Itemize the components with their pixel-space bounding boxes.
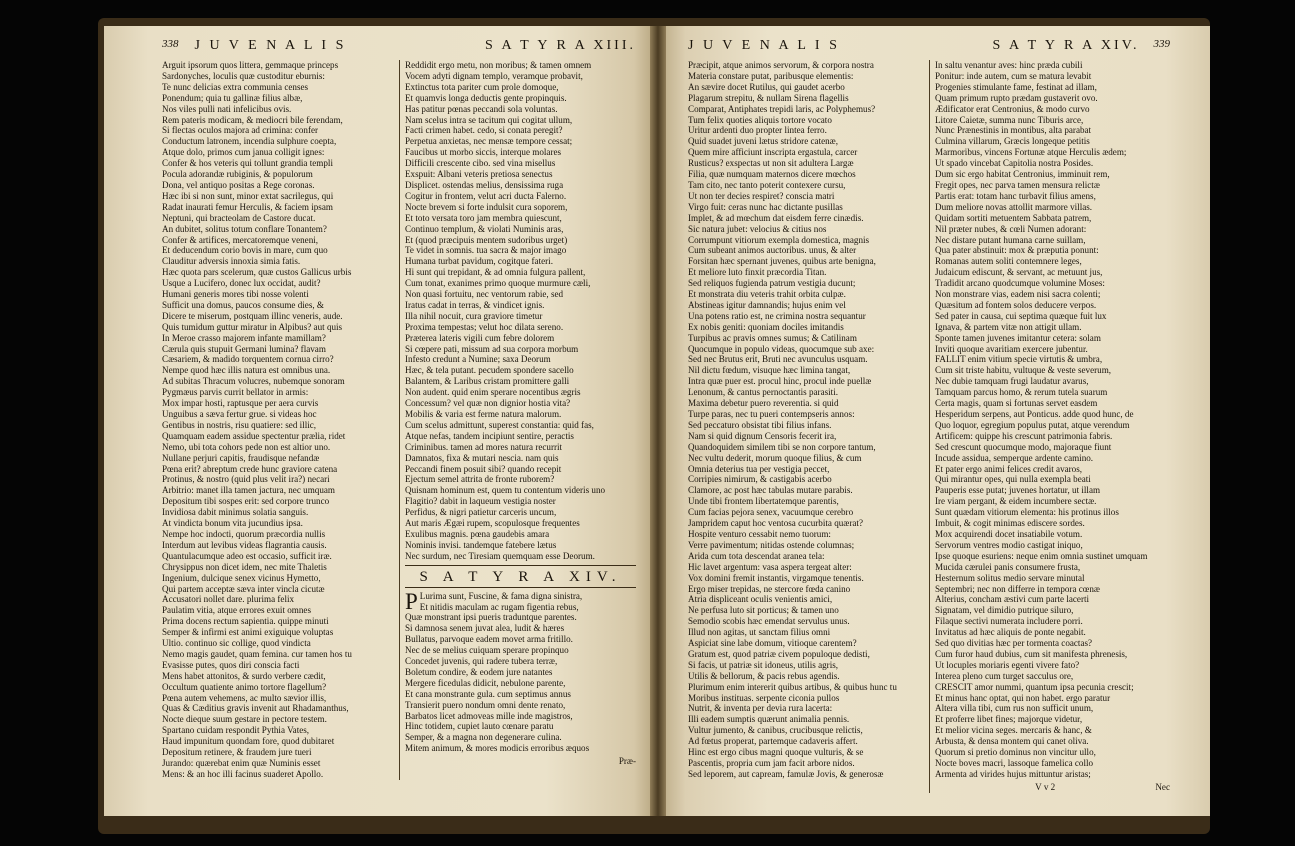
verse-line: Nullane perjuri capitis, fraudisque nefandæ	[162, 452, 320, 463]
verse-line: Unguibus a sæva fertur grue. si videas hoc	[162, 409, 317, 419]
verse-line: Reddidit ergo metu, non moribus; & tamen omnem	[405, 60, 592, 70]
verse-line: In Meroe crasso majorem infante mamillam?	[162, 332, 326, 343]
verse-line: Et deducendum corio bovis in mare, cum quo	[162, 245, 328, 256]
verse-line: Depositum retinere, & fraudem jure tueri	[162, 747, 312, 758]
verse-line: Ejectum semel attrita de fronte ruborem?	[405, 474, 555, 485]
verse-line: Arida cum tota descendat aranea tela:	[688, 550, 825, 561]
verse-line: Sed nec Brutus erit, Bruti nec avunculus usquam.	[688, 354, 868, 365]
verse-line: Omnia deterius tua per vestigia peccet,	[688, 463, 830, 474]
verse-line: Atria displiceant oculis venientis amici,	[688, 594, 833, 605]
verse-line: Clamore, ac post hæc tabulas mutare parabis.	[688, 485, 853, 496]
verse-line: Hesperidum serpens, aut Ponticus. adde quod hunc, de	[935, 409, 1134, 419]
verse-line: Hæc ibi si non sunt, minor extat sacrilegus, qui	[162, 190, 334, 201]
verse-line: Extinctus tota pariter cum prole domoque,	[405, 81, 559, 92]
verse-line: Interdum aut levibus videas flagrantia causis.	[162, 539, 327, 550]
verse-line: Ignava, & partem vitæ non attigit ullam.	[935, 321, 1082, 332]
verse-line: Nocte dieque suum gestare in pectore testem.	[162, 714, 327, 725]
verse-line: Ergo miser trepidas, ne stercore fœda canino	[688, 583, 851, 594]
verse-line: Certa magis, quam si fortunas servet easdem	[935, 398, 1098, 409]
verse-line: Ad fœtus properat, partemque cadaveris affert.	[688, 736, 858, 747]
verse-line: Uritur ardenti duo propter lintea ferro.	[688, 125, 827, 136]
verse-line: Ingenium, dulcique senex vicinus Hymetto,	[162, 572, 321, 583]
verse-line: Altera villa tibi, cum rus non sufficit unum,	[935, 703, 1094, 714]
verse-line: Et quamvis longa deductis gente propinquis.	[405, 92, 567, 103]
verse-line: Perpetua anxietas, nec mensæ tempore cessat;	[405, 136, 573, 147]
verse-line: Balantem, & Laribus cristam promittere galli	[405, 376, 570, 387]
verse-line: Clauditur adversis innoxia simia fatis.	[162, 256, 301, 267]
verse-line: Flagitio? dabit in laqueum vestigia noster	[405, 496, 556, 507]
verse-line: Infesto credunt a Numine; saxa Deorum	[405, 354, 551, 365]
verse-line: Quidam sortiti metuentem Sabbata patrem,	[935, 212, 1092, 223]
verse-line: Mitem animum, & mores modicis erroribus æquos	[405, 743, 590, 754]
verse-line: Ad subitas Thracum volucres, nubemque sonoram	[162, 376, 345, 387]
verse-line: Difficili crescente cibo. sed vina misellus	[405, 158, 556, 169]
verse-line: Marmoribus, vincens Fortunæ atque Herculis ædem;	[935, 147, 1127, 158]
verse-line: Non monstrare vias, eadem nisi sacra colenti;	[935, 289, 1101, 300]
verse-line: Et monstrata diu veteris trahit orbita culpæ.	[688, 289, 846, 300]
verse-line: Nil præter nubes, & cœli Numen adorant:	[935, 223, 1087, 234]
verse-line: Nos viles pulli nati infelicibus ovis.	[162, 103, 292, 114]
verse-line: Et nitidis maculam ac rugam figentia rebus,	[419, 601, 579, 612]
verse-line: Culmina villarum, Græcis longeque petitis	[935, 136, 1090, 147]
verse-line: Nemo magis gaudet, quam femina. cur tamen hos tu	[162, 648, 352, 659]
left-page	[104, 26, 656, 816]
verse-line: Partis erat: totam hanc turbavit filius amens,	[935, 190, 1096, 201]
verse-line: Imbuit, & cogit minimas ediscere sordes.	[935, 518, 1085, 529]
verse-line: Cærula quis stupuit Germani lumina? flavam	[162, 343, 326, 354]
verse-line: Nocte boves macri, lassoque famelica collo	[935, 758, 1094, 768]
verse-line: Incude assidua, semperque ardente camino.	[935, 452, 1094, 463]
verse-line: Arguit ipsorum quos littera, gemmaque princeps	[162, 60, 339, 70]
verse-line: Atque dolo, primos cum janua colligit ignes:	[162, 147, 325, 158]
verse-line: Accusatori nollet dare. plurima felix	[162, 594, 295, 605]
left-running-satire: S A T Y R A XIII.	[485, 38, 636, 53]
right-catchword: Nec	[1155, 781, 1170, 792]
verse-line: Quid suadet juveni lætus stridore catenæ,	[688, 136, 839, 147]
verse-line: Pocula adorandæ rubiginis, & populorum	[162, 169, 313, 180]
verse-line: Pauperis esse putat; juvenes hortatur, ut illam	[935, 485, 1101, 496]
verse-line: Cogitur in frontem, velut acri ducta Falerno.	[405, 190, 567, 201]
verse-line: Facti crimen habet. cedo, si conata peregit?	[405, 125, 563, 136]
verse-line: Hinc totidem, cupiet lauto cœnare paratu	[405, 721, 554, 732]
left-page-number: 338	[162, 38, 179, 50]
verse-line: Jurando: quærebat enim quæ Numinis esset	[162, 758, 321, 768]
verse-line: Sed quo divitias hæc per tormenta coactas?	[935, 638, 1093, 649]
verse-line: Nil dictu fœdum, visuque hæc limina tangat,	[688, 365, 851, 376]
book-gutter	[650, 26, 666, 816]
satire-xiv-title: S A T Y R A XIV.	[419, 568, 622, 585]
left-catchword: Præ-	[618, 756, 636, 767]
verse-line: Inviti quoque avaritiam exercere jubentur.	[935, 343, 1088, 354]
verse-line: Qui mirantur opes, qui nulla exempla beati	[935, 474, 1091, 485]
verse-line: Plagarum strepitu, & nullam Sirena flagellis	[688, 92, 849, 103]
verse-line: Corrumpunt vitiorum exempla domestica, magnis	[688, 234, 870, 245]
verse-line: Aut maris Ægæi rupem, scopulosque frequentes	[405, 518, 580, 529]
verse-line: Arbusta, & densa montem qui canet oliva.	[935, 736, 1089, 747]
verse-line: Nam si quid dignum Censoris fecerit ira,	[688, 430, 837, 441]
verse-line: Progenies stimulante fame, festinat ad illam,	[935, 81, 1097, 92]
verse-line: Boletum condire, & eodem jure natantes	[405, 666, 553, 677]
right-running-satire: S A T Y R A XIV.	[992, 38, 1140, 53]
verse-line: Sic natura jubet: velocius & citius nos	[688, 223, 827, 234]
satire-xiv-opening	[405, 588, 636, 755]
verse-line: Semodio scobis hæc emendat servulus unus.	[688, 616, 850, 627]
verse-line: Nec dubie tamquam frugi laudatur avarus,	[935, 376, 1089, 387]
verse-line: Semper, & a magna non degenerare culina.	[405, 732, 562, 743]
verse-line: Tamquam parcus homo, & rerum tutela suarum	[935, 387, 1108, 398]
verse-line: Quantulacumque adeo est occasio, sufficit iræ.	[162, 550, 332, 561]
verse-line: Sed reliquos fugienda patrum vestigia ducunt;	[688, 278, 856, 289]
verse-line: Humani generis mores tibi nosse volenti	[162, 289, 309, 300]
verse-line: Cum subeant animos auctoribus. unus, & alter	[688, 245, 857, 256]
verse-line: Qui partem acceptæ sæva inter vincla cicutæ	[162, 583, 325, 594]
verse-line: Mens: & an hoc illi facinus suaderet Apollo.	[162, 768, 324, 779]
verse-line: Præterea lateris vigili cum febre dolorem	[405, 332, 555, 343]
verse-line: Hæc quota pars scelerum, quæ custos Gallicus urbis	[162, 267, 352, 278]
verse-line: Unde tibi frontem libertatemque parentis,	[688, 496, 839, 507]
verse-line: Prima docens rectum sapientia. quippe minuti	[162, 616, 329, 627]
verse-line: Quis tumidum guttur miratur in Alpibus? aut quis	[162, 321, 343, 332]
verse-line: Ut locuples moriaris egenti vivere fato?	[935, 659, 1080, 670]
verse-line: Pœna autem vehemens, ac multo sævior illis,	[162, 692, 327, 703]
verse-line: Virgo fuit: ceras nunc hac dictante pusillas	[688, 201, 843, 212]
verse-line: Semper & infirmi est animi exiguique voluptas	[162, 627, 334, 638]
verse-line: Si flectas oculos majora ad crimina: confer	[162, 125, 319, 136]
verse-line: Rem pateris modicam, & mediocri bile ferendam,	[162, 114, 343, 125]
verse-line: Depositum tibi sospes erit: sed corpore trunco	[162, 496, 330, 507]
verse-line: Invitatus ad hæc aliquis de ponte negabit.	[935, 627, 1086, 638]
verse-line: Pœna erit? abreptum crede hunc graviore catena	[162, 463, 338, 474]
verse-line: Quorum si pretio dominus non vincitur ullo,	[935, 747, 1096, 758]
verse-line: Criminibus. tamen ad mores natura recurrit	[405, 441, 563, 452]
verse-line: Aspiciat sine labe domum, vitioque carentem?	[688, 638, 857, 649]
verse-line: Bullatus, parvoque eadem movet arma fritillo.	[405, 634, 573, 645]
verse-line: Ædificator erat Centronius, & modo curvo	[935, 103, 1090, 114]
verse-line: Cum scelus admittunt, superest constantia: quid fas,	[405, 419, 594, 430]
right-column-1	[688, 60, 923, 793]
verse-line: Interea pleno cum turget sacculus ore,	[935, 670, 1074, 681]
right-page-number: 339	[1153, 38, 1170, 50]
verse-line: Alterius, concham æstivi cum parte lacerti	[935, 594, 1090, 605]
verse-line: Cæsariem, & madido torquentem cornua cirro?	[162, 354, 334, 365]
verse-line: Nocte brevem si forte indulsit cura soporem,	[405, 201, 568, 212]
left-column-1	[162, 60, 393, 780]
verse-line: Et (quod præcipuis mentem sudoribus urget)	[405, 234, 568, 245]
section-rule	[405, 587, 636, 588]
verse-line: Perfidus, & nigri patietur carceris uncum,	[405, 507, 557, 518]
verse-line: Has patitur pœnas peccandi sola voluntas.	[405, 103, 558, 114]
verse-line: Una potens ratio est, ne crimina nostra sequantur	[688, 310, 866, 321]
verse-line: Dona, vel antiquo positas a Rege coronas.	[162, 179, 315, 190]
verse-line: Nempe hoc indocti, quorum præcordia nullis	[162, 528, 326, 539]
verse-line: Turpe paras, nec tu pueri contempseris annos:	[688, 409, 855, 419]
verse-line: Pygmæus parvis currit bellator in armis:	[162, 387, 309, 398]
verse-line: Judaicum ediscunt, & servant, ac metuunt jus,	[935, 267, 1103, 278]
verse-line: Mobilis & varia est ferme natura malorum.	[405, 409, 562, 419]
verse-line: Vox domini fremit instantis, virgamque tenentis.	[688, 572, 864, 583]
verse-line: FALLIT enim vitium specie virtutis & umbra,	[935, 354, 1103, 365]
verse-line: Si facis, ut patriæ sit idoneus, utilis agris,	[688, 659, 839, 670]
verse-line: Comparat, Antiphates trepidi laris, ac Polyphemus?	[688, 103, 876, 114]
verse-line: Quamquam eadem assidue spectentur prælia, ridet	[162, 430, 346, 441]
verse-line: Quocumque in populo videas, quocumque sub axe:	[688, 343, 875, 354]
verse-line: Forsitan hæc spernant juvenes, quibus arte benigna,	[688, 256, 876, 267]
verse-line: Confer & hos veteris qui tollunt grandia templi	[162, 158, 333, 169]
verse-line: Quisnam hominum est, quem tu contentum videris uno	[405, 485, 606, 496]
verse-line: Confer & artifices, mercatoremque veneni,	[162, 234, 319, 245]
verse-line: Nec de se melius cuiquam sperare propinquo	[405, 645, 569, 656]
verse-line: Lenonum, & cantus pernoctantis parasiti.	[688, 387, 839, 398]
verse-line: Vocem adyti dignam templo, veramque probavit,	[405, 70, 583, 81]
verse-line: Litore Caietæ, summa nunc Tiburis arce,	[935, 114, 1084, 125]
verse-line: Barbatos licet admoveas mille inde magistros,	[405, 710, 573, 721]
verse-line: Illa nihil nocuit, cura graviore timetur	[405, 310, 543, 321]
verse-line: Hi sunt qui trepidant, & ad omnia fulgura pallent,	[405, 267, 586, 278]
verse-line: Et minus hanc optat, qui non habet. ergo paratur	[935, 692, 1111, 703]
verse-line: Atque nefas, tandem incipiunt sentire, peractis	[405, 430, 574, 441]
verse-line: Hesternum solitus medio servare minutal	[935, 572, 1085, 583]
left-column-2	[399, 60, 636, 780]
verse-line: Si damnosa senem juvat alea, ludit & hæres	[405, 623, 565, 634]
verse-line: Artificem: quippe his crescunt patrimonia fabris.	[935, 430, 1113, 441]
verse-line: Exulibus magnis. pœna gaudebis amara	[405, 528, 550, 539]
verse-line: Quem mire afficiunt inscripta ergastula, carcer	[688, 147, 858, 158]
verse-line: Paulatim vitia, atque errores exuit omnes	[162, 605, 311, 616]
signature-mark: V v 2	[1035, 781, 1056, 792]
verse-line: Si cœpere pati, missum ad sua corpora morbum	[405, 343, 579, 354]
verse-line: Conductum latronem, incendia sulphure coepta,	[162, 136, 337, 147]
verse-line: Nutrit, & inventa per devia rura lacerta:	[688, 703, 833, 714]
verse-line: Gratum est, quod patriæ civem populoque dedisti,	[688, 648, 870, 659]
verse-line: Sed pater in causa, cui septima quæque fuit lux	[935, 310, 1107, 321]
verse-line: Ex nobis geniti: quoniam dociles imitandis	[688, 321, 844, 332]
verse-line: An sævire docet Rutilus, qui gaudet acerbo	[688, 81, 845, 92]
verse-line: An dubitet, solitus totum conflare Tonantem?	[162, 223, 327, 234]
verse-line: Et toto versata toro jam membra quiescunt,	[405, 212, 562, 223]
verse-line: Quæsitum ad fontem solos deducere verpos.	[935, 299, 1097, 310]
verse-line: Qua pater abstinuit: mox & præputia ponunt:	[935, 245, 1099, 256]
verse-line: Illi eadem sumptis quærunt animalia pennis.	[688, 714, 850, 725]
verse-line: Sed peccaturo obsistat tibi filius infans.	[688, 419, 832, 430]
verse-line: Abstineas igitur damnandis; hujus enim vel	[688, 299, 846, 310]
verse-line: Romanas autem soliti contemnere leges,	[935, 256, 1082, 267]
verse-line: Armenta ad virides hujus mittuntur aristas;	[935, 768, 1091, 779]
verse-line: Verre pavimentum; nitidas ostende columnas;	[688, 539, 855, 550]
verse-line: Protinus, & nostro (quid plus velit ira?) necari	[162, 474, 330, 485]
left-running-head	[162, 38, 636, 54]
verse-line: Damnatos, fixa & mutari nescia. nam quis	[405, 452, 559, 463]
verse-line: Et melior vicina seges. mercaris & hanc, &	[935, 725, 1092, 736]
verse-line: Transierit puero nondum omni dente renato,	[405, 699, 566, 710]
verse-line: Te videt in somnis. tua sacra & major imago	[405, 245, 567, 256]
verse-line: Illud non agitas, ut sanctam filius omni	[688, 627, 831, 638]
verse-line: Lurima sunt, Fuscine, & fama digna sinistra,	[419, 590, 583, 601]
verse-line: Nec surdum, nec Tiresiam quemquam esse Deorum.	[405, 550, 595, 561]
verse-line: Sed crescunt quocumque modo, majoraque fiunt	[935, 441, 1112, 452]
verse-line: Non quasi fortuitu, nec ventorum rabie, sed	[405, 289, 564, 300]
verse-line: Concedet juvenis, qui radere tubera terræ,	[405, 656, 558, 667]
verse-line: Implet, & ad mœchum dat eisdem ferre cinædis.	[688, 212, 864, 223]
verse-line: Jampridem caput hoc ventosa cucurbita quærat?	[688, 518, 863, 529]
verse-line: Dicere te miserum, postquam illinc veneris, aude.	[162, 310, 343, 321]
verse-line: Mergere ficedulas didicit, nebulone parente,	[405, 677, 566, 688]
verse-line: Mucida cærulei panis consumere frusta,	[935, 561, 1081, 572]
verse-line: Proxima tempestas; velut hoc dilata sereno.	[405, 321, 564, 332]
verse-line: At vindicta bonum vita jucundius ipsa.	[162, 518, 303, 529]
verse-line: Quo loquor, egregium populus putat, atque verendum	[935, 419, 1130, 430]
verse-line: Ponendum; quia tu gallinæ filius albæ,	[162, 92, 303, 103]
verse-line: Ut spado vincebat Capitolia nostra Posides.	[935, 158, 1094, 169]
verse-line: Cum furor haud dubius, cum sit manifesta phrenesis,	[935, 648, 1128, 659]
verse-line: Hospite venturo cessabit nemo tuorum:	[688, 528, 831, 539]
verse-line: Nunc Prænestinis in montibus, alta parabat	[935, 125, 1092, 136]
verse-line: Et meliore luto finxit præcordia Titan.	[688, 267, 827, 278]
verse-line: Et pater ergo animi felices credit avaros,	[935, 463, 1083, 474]
verse-line: Rusticus? exspectas ut non sit adultera Largæ	[688, 158, 854, 169]
verse-line: Quæ monstrant ipsi pueris traduntque parentes.	[405, 612, 577, 623]
verse-line: Neptuni, qui bracteolam de Castore ducat.	[162, 212, 316, 223]
verse-line: Quas & Cæditius gravis invenit aut Rhadamanthus,	[162, 703, 349, 714]
verse-line: Tam cito, nec tanto poterit contexere cursu,	[688, 179, 846, 190]
right-running-title: J U V E N A L I S	[688, 38, 840, 53]
verse-line: Turpibus ac pravis omnes sumus; & Catilinam	[688, 332, 857, 343]
verse-line: Ut non ter decies respiret? conscia matri	[688, 190, 835, 201]
right-running-head	[688, 38, 1170, 54]
drop-cap: P	[405, 588, 418, 614]
right-column-2	[929, 60, 1170, 793]
verse-line: Continuo templum, & violati Numinis aras,	[405, 223, 564, 234]
verse-line: Septembri; nec non differre in tempora cœnæ	[935, 583, 1100, 594]
verse-line: Radat inaurati femur Herculis, & faciem ipsam	[162, 201, 333, 212]
verse-line: Et proferre libet fines; majorque videtur,	[935, 714, 1083, 725]
verse-line: Cum tonat, exanimes primo quoque murmure cæli,	[405, 278, 591, 289]
verse-line: Sed leporem, aut capream, famulæ Jovis, & generosæ	[688, 768, 884, 779]
verse-line: Mox impar hosti, raptusque per aera curvis	[162, 398, 319, 409]
verse-line: Signatam, vel dimidio putrique siluro,	[935, 605, 1074, 616]
verse-line: CRESCIT amor nummi, quantum ipsa pecunia crescit;	[935, 681, 1134, 692]
verse-line: Hinc est ergo cibus magni quoque vulturis, & se	[688, 747, 864, 758]
section-rule	[405, 565, 636, 566]
verse-line: Nemo, ubi tota cohors pede non est altior uno.	[162, 441, 331, 452]
verse-line: Sufficit una domus, paucos consume dies, &	[162, 299, 324, 310]
verse-line: Materia constare putat, paribusque elementis:	[688, 70, 854, 81]
verse-line: Invidiosa dabit minimus solatia sanguis.	[162, 507, 309, 518]
verse-line: Hic lavet argentum: vasa aspera tergeat alter:	[688, 561, 852, 572]
verse-line: Peccandi finem posuit sibi? quando recepit	[405, 463, 562, 474]
verse-line: Pascentis, propria cum jam facit arbore nidos.	[688, 758, 855, 768]
verse-line: Mox acquirendi docet insatiabile votum.	[935, 528, 1083, 539]
verse-line: Sardonyches, loculis quæ custoditur eburnis:	[162, 70, 325, 81]
verse-line: Arbitrio: manet illa tamen jactura, nec umquam	[162, 485, 335, 496]
verse-line: Cum sit triste habitu, vultuque & veste severum,	[935, 365, 1112, 376]
verse-line: Filaque sectivi numerata includere porri.	[935, 616, 1083, 627]
verse-line: Non audent. quid enim sperare nocentibus ægris	[405, 387, 581, 398]
verse-line: Servorum ventres modio castigat iniquo,	[935, 539, 1083, 550]
verse-line: Nominis invisi. tandemque fatebere lætus	[405, 539, 557, 550]
verse-line: Vultur jumento, & canibus, crucibusque relictis,	[688, 725, 863, 736]
verse-line: Concessum? vel quæ non dignior hostia vita?	[405, 398, 571, 409]
verse-line: Te nunc delicias extra communia censes	[162, 81, 309, 92]
verse-line: Nec vultu dederit, morum quoque filius, & cum	[688, 452, 862, 463]
verse-line: Nec distare putant humana carne suillam,	[935, 234, 1086, 245]
verse-line: Chrysippus non dicet idem, nec mite Thaletis	[162, 561, 327, 572]
verse-line: Tum felix quoties aliquis tortore vocato	[688, 114, 832, 125]
verse-line: Gentibus in nostris, risu quatiere: sed illic,	[162, 419, 317, 430]
verse-line: Sponte tamen juvenes imitantur cetera: solam	[935, 332, 1101, 343]
verse-line: Utilis & bellorum, & pacis rebus agendis.	[688, 670, 840, 681]
verse-line: Cum facias pejora senex, vacuumque cerebro	[688, 507, 854, 518]
verse-line: Hæc, & tela putant. pecudem spondere sacello	[405, 365, 574, 376]
verse-line: Dum meliore novas attollit marmore villas.	[935, 201, 1093, 212]
left-running-title: J U V E N A L I S	[194, 38, 347, 53]
verse-line: Spartano cuidam respondit Pythia Vates,	[162, 725, 310, 736]
verse-line: Ipse quoque esuriens: neque enim omnia sustinet umquam	[935, 550, 1148, 561]
verse-line: Exspuit: Albani veteris pretiosa senectus	[405, 169, 553, 180]
verse-line: Intra quæ puer est. procul hinc, procul inde puellæ	[688, 376, 872, 387]
verse-line: Nam scelus intra se tacitum qui cogitat ullum,	[405, 114, 573, 125]
verse-line: Præcipit, atque animos servorum, & corpora nostra	[688, 60, 874, 70]
verse-line: Faucibus ut morbo siccis, interque molares	[405, 147, 562, 158]
verse-line: Plurimum enim intererit quibus artibus, & quibus hunc tu	[688, 681, 897, 692]
verse-line: Mens habet attonitos, & surdo verbere cædit,	[162, 670, 326, 681]
verse-line: Corripies nimirum, & castigabis acerbo	[688, 474, 832, 485]
verse-line: Occultum quatiente animo tortore flagellum?	[162, 681, 327, 692]
verse-line: Moribus instituas. serpente ciconia pullos	[688, 692, 840, 703]
verse-line: Nempe quod hæc illis natura est omnibus una.	[162, 365, 331, 376]
verse-line: Humana turbat pavidum, cogitque fateri.	[405, 256, 553, 267]
verse-line: Ultio. continuo sic collige, quod vindicta	[162, 638, 311, 649]
verse-line: Quam primum rupto prædam gustaverit ovo.	[935, 92, 1098, 103]
verse-line: Sunt quædam vitiorum elementa: his protinus illos	[935, 507, 1119, 518]
verse-line: Displicet. ostendas melius, densissima ruga	[405, 179, 564, 190]
verse-line: Ne perfusa luto sit porticus; & tamen uno	[688, 605, 839, 616]
verse-line: Dum sic ergo habitat Centronius, imminuit rem,	[935, 169, 1110, 180]
verse-line: Quandoquidem similem tibi se non corpore tantum,	[688, 441, 876, 452]
right-page	[658, 26, 1210, 816]
verse-line: Et cana monstrante gula. cum septimus annus	[405, 688, 571, 699]
verse-line: In saltu venantur aves: hinc præda cubili	[935, 60, 1083, 70]
verse-line: Tradidit arcano quodcumque volumine Moses:	[935, 278, 1105, 289]
verse-line: Haud impunitum quondam fore, quod dubitaret	[162, 736, 335, 747]
verse-line: Iratus cadat in terras, & vindicet ignis.	[405, 299, 545, 310]
verse-line: Ponitur: inde autem, cum se matura levabit	[935, 70, 1092, 81]
verse-line: Ire viam pergant, & eidem incumbere sectæ.	[935, 496, 1097, 507]
verse-line: Maxima debetur puero reverentia. si quid	[688, 398, 839, 409]
verse-line: Fregit opes, nec parva tamen mensura relictæ	[935, 179, 1100, 190]
verse-line: Usque a Lucifero, donec lux occidat, audit?	[162, 278, 321, 289]
verse-line: Evasisse putes, quos diri conscia facti	[162, 659, 300, 670]
verse-line: Filia, quæ numquam maternos dicere mœchos	[688, 169, 856, 180]
